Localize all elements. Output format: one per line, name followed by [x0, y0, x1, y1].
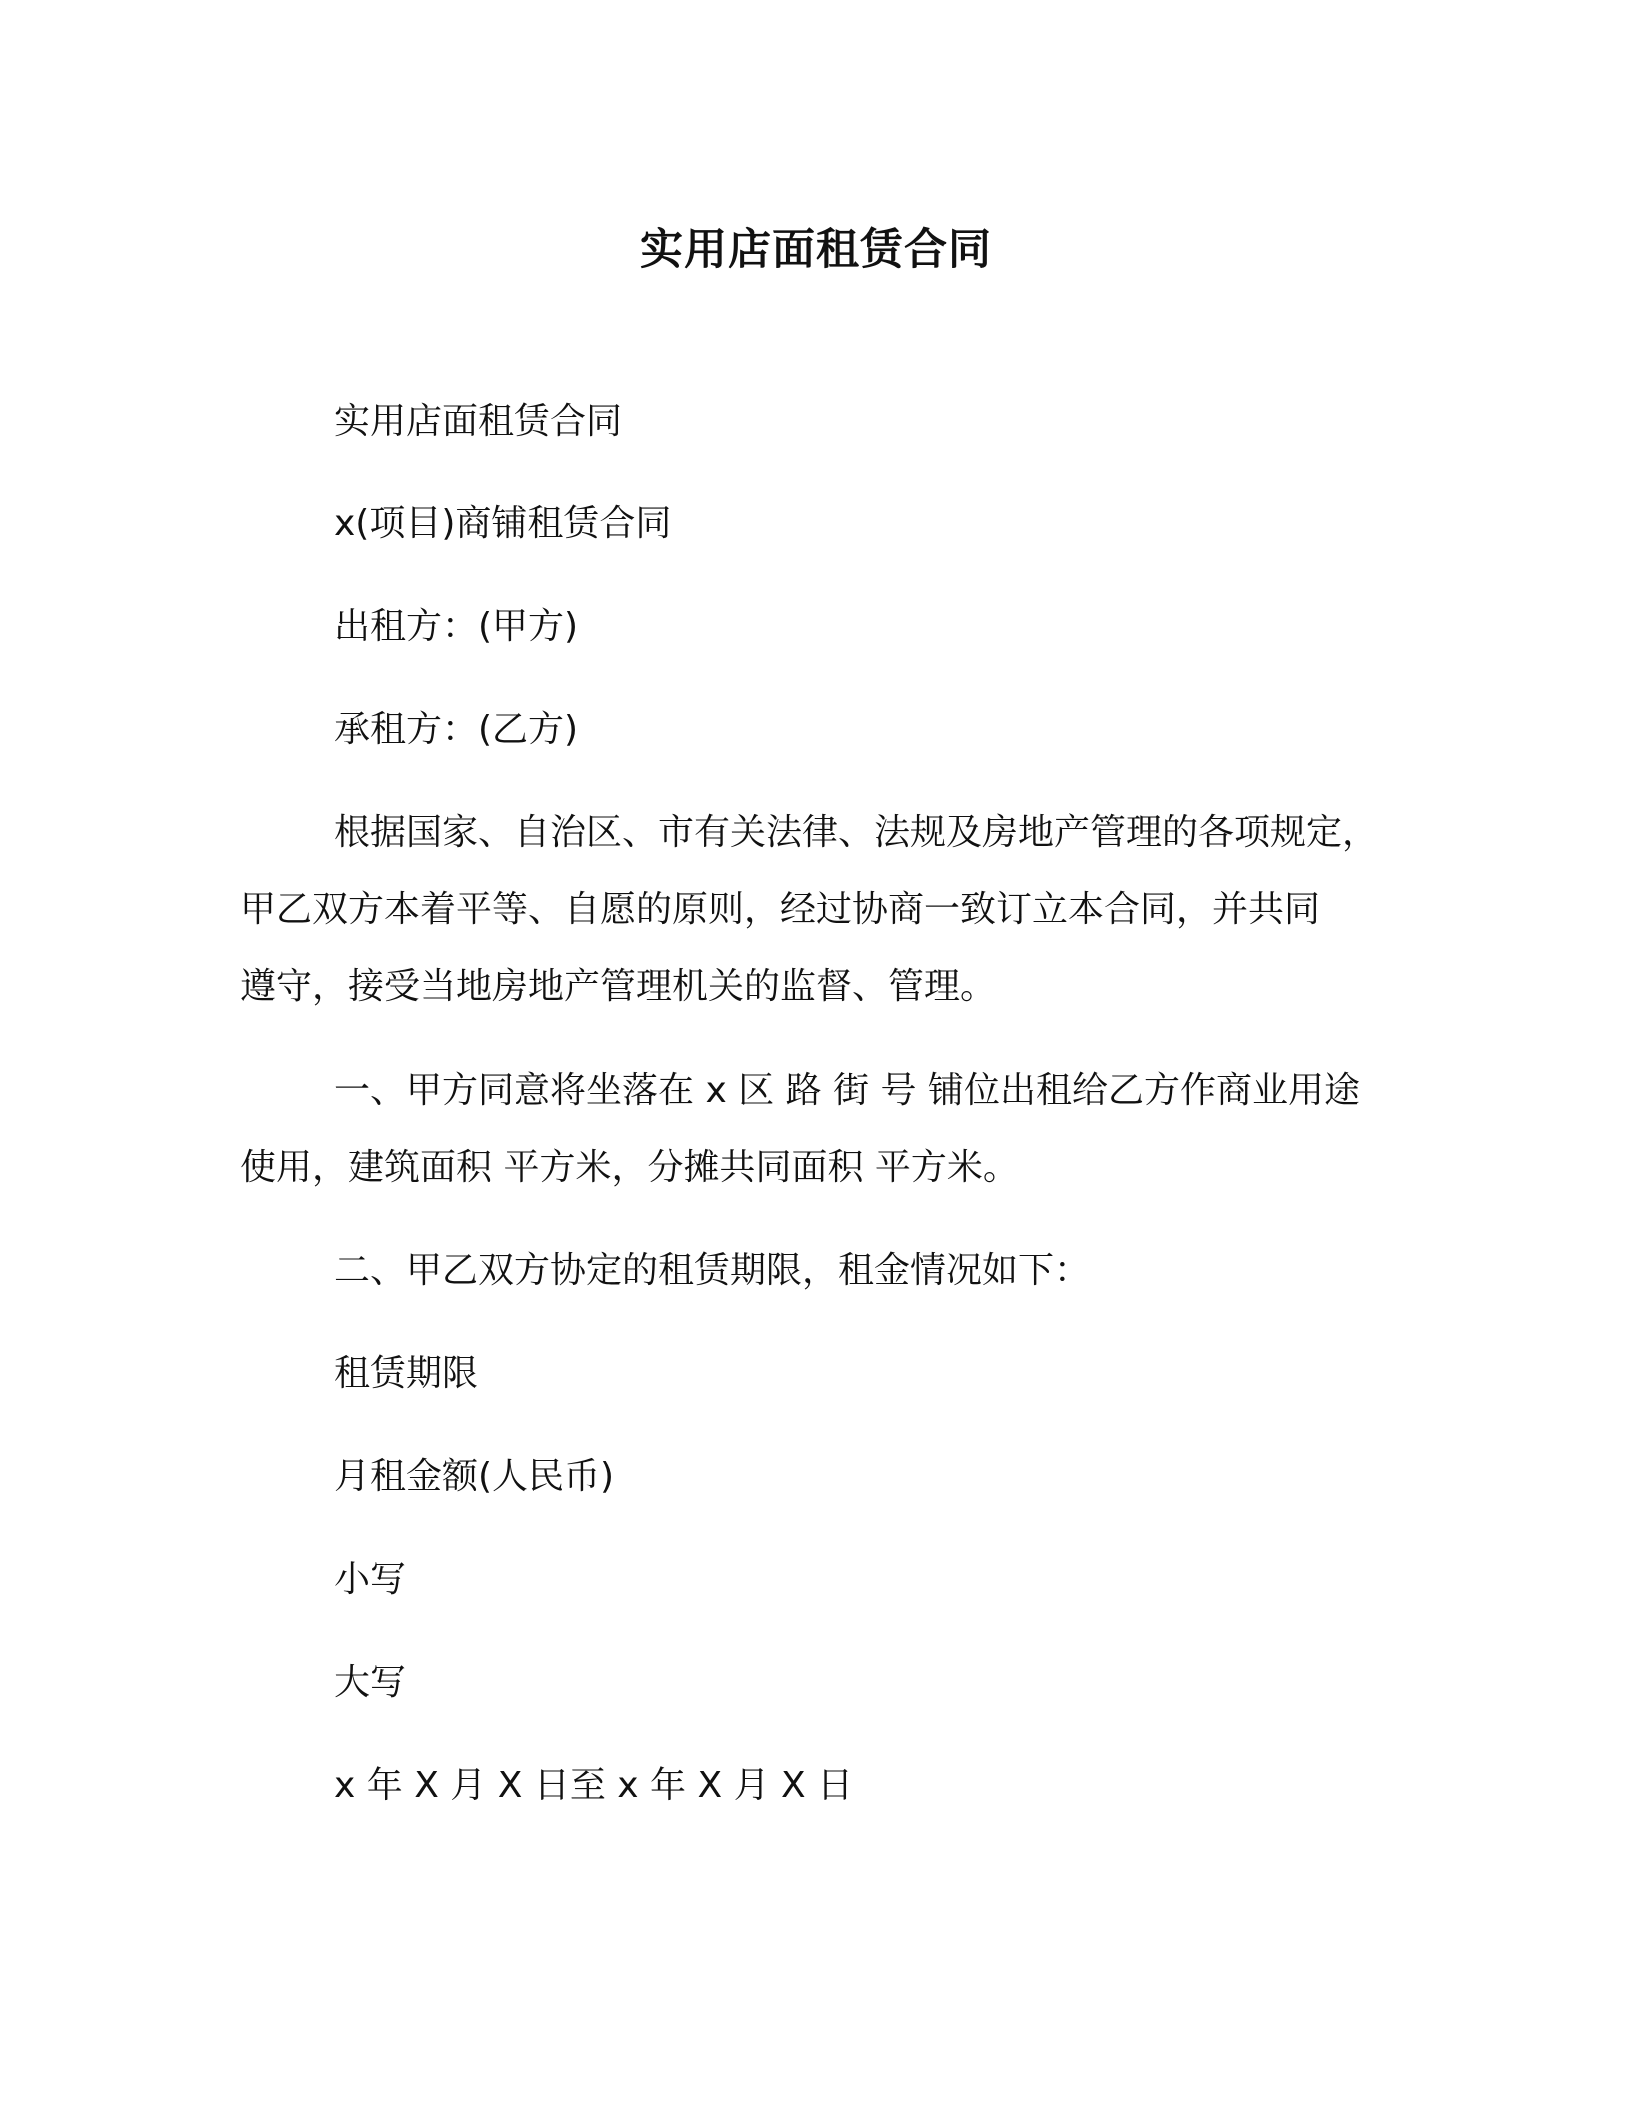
clause-one-line-1: 一、甲方同意将坐落在 x 区 路 街 号 铺位出租给乙方作商业用途 [334, 1070, 1360, 1111]
paragraph-basis-line-1: 根据国家、自治区、市有关法律、法规及房地产管理的各项规定， [334, 812, 1379, 853]
document-title: 实用店面租赁合同 [640, 225, 992, 275]
lowercase-amount-label: 小写 [334, 1559, 407, 1600]
paragraph-basis-line-2: 甲乙双方本着平等、自愿的原则，经过协商一致订立本合同，并共同 [240, 889, 1321, 930]
project-contract-line: x(项目)商铺租赁合同 [334, 503, 672, 544]
paragraph-basis-line-3: 遵守，接受当地房地产管理机关的监督、管理。 [240, 966, 997, 1007]
heading-line: 实用店面租赁合同 [334, 401, 623, 442]
uppercase-amount-label: 大写 [334, 1662, 407, 1703]
lessee-line: 承租方：(乙方) [334, 709, 579, 750]
lease-term-label: 租赁期限 [334, 1353, 479, 1394]
clause-one-line-2: 使用，建筑面积 平方米，分摊共同面积 平方米。 [240, 1147, 1019, 1188]
lessor-line: 出租方：(甲方) [334, 606, 579, 647]
lease-period-line: x 年 X 月 X 日至 x 年 X 月 X 日 [334, 1765, 854, 1806]
clause-two-line: 二、甲乙双方协定的租赁期限，租金情况如下： [334, 1250, 1091, 1291]
monthly-rent-label: 月租金额(人民币) [334, 1456, 615, 1497]
